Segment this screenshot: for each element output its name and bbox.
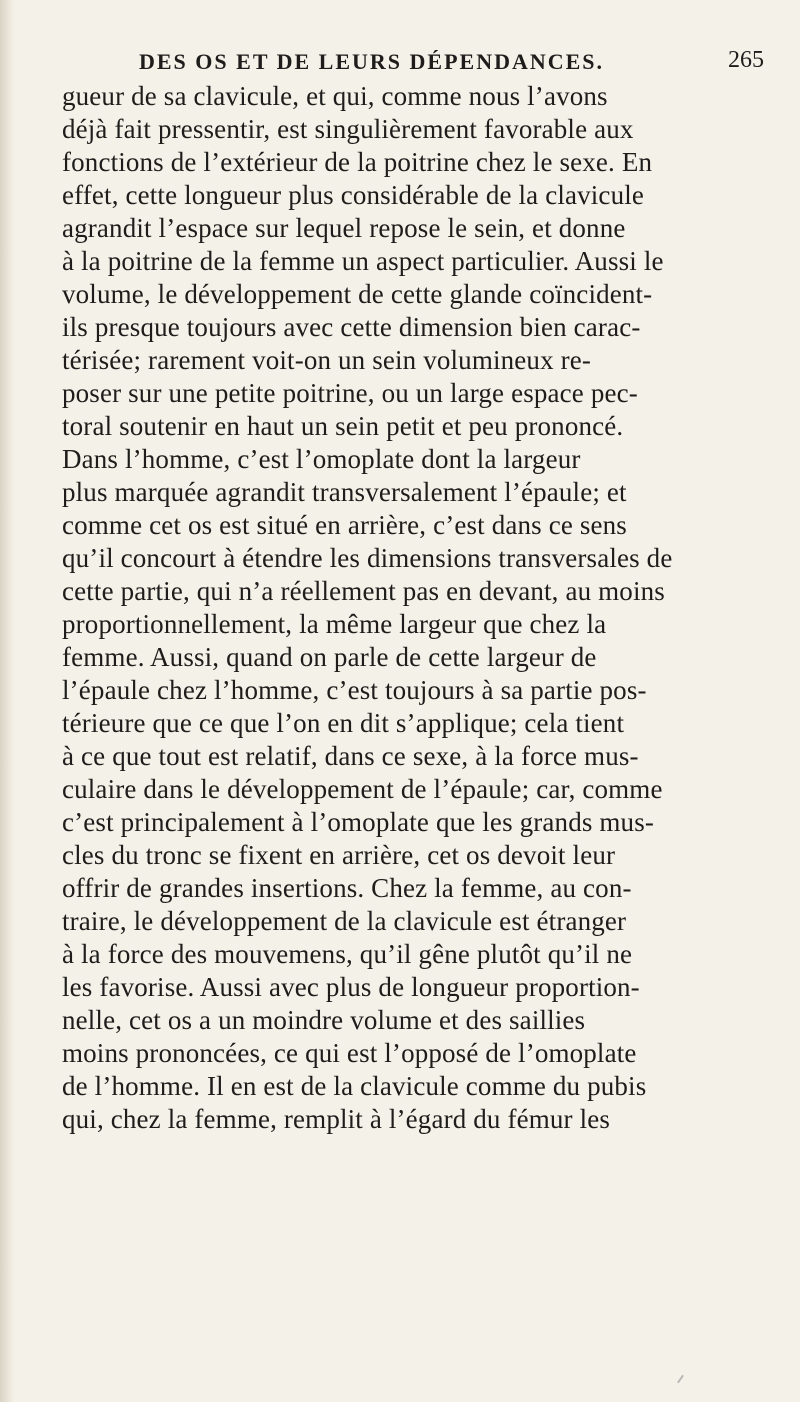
text-line: toral soutenir en haut un sein petit et peu prononcé. bbox=[62, 411, 624, 441]
running-head: DES OS ET DE LEURS DÉPENDANCES. bbox=[139, 49, 605, 74]
text-line: poser sur une petite poitrine, ou un large espace pec- bbox=[62, 378, 638, 408]
text-line: les favorise. Aussi avec plus de longueur proportion- bbox=[62, 972, 640, 1002]
text-line: l’épaule chez l’homme, c’est toujours à sa partie pos- bbox=[62, 675, 647, 705]
text-line: Dans l’homme, c’est l’omoplate dont la largeur bbox=[62, 444, 581, 474]
text-line: qui, chez la femme, remplit à l’égard du fémur les bbox=[62, 1104, 611, 1134]
text-line: de l’homme. Il en est de la clavicule comme du pubis bbox=[62, 1071, 647, 1101]
text-line: proportionnellement, la même largeur que chez la bbox=[62, 609, 607, 639]
text-line: déjà fait pressentir, est singulièrement favorable aux bbox=[62, 114, 634, 144]
text-line: agrandit l’espace sur lequel repose le sein, et donne bbox=[62, 213, 626, 243]
text-line: fonctions de l’extérieur de la poitrine chez le sexe. En bbox=[62, 147, 653, 177]
text-line: traire, le développement de la clavicule est étranger bbox=[62, 906, 627, 936]
text-line: cles du tronc se fixent en arrière, cet os devoit leur bbox=[62, 840, 616, 870]
text-line: térisée; rarement voit-on un sein volumineux re- bbox=[62, 345, 592, 375]
text-line: gueur de sa clavicule, et qui, comme nous l’avons bbox=[62, 81, 608, 111]
text-line: qu’il concourt à étendre les dimensions transversales de bbox=[62, 543, 673, 573]
text-line: à la force des mouvemens, qu’il gêne plutôt qu’il ne bbox=[62, 939, 633, 969]
text-line: ils presque toujours avec cette dimension bien carac- bbox=[62, 312, 641, 342]
text-line: c’est principalement à l’omoplate que les grands mus- bbox=[62, 807, 655, 837]
page-number: 265 bbox=[728, 47, 764, 73]
text-line: cette partie, qui n’a réellement pas en devant, au moins bbox=[62, 576, 665, 606]
page-binding-edge bbox=[0, 0, 14, 1402]
text-line: térieure que ce que l’on en dit s’applique; cela tient bbox=[62, 708, 625, 738]
ink-mark bbox=[677, 1375, 684, 1384]
text-line: femme. Aussi, quand on parle de cette largeur de bbox=[62, 642, 597, 672]
text-line: offrir de grandes insertions. Chez la femme, au con- bbox=[62, 873, 632, 903]
body-text bbox=[62, 80, 778, 1136]
text-line: plus marquée agrandit transversalement l’épaule; et bbox=[62, 477, 627, 507]
text-line: moins prononcées, ce qui est l’opposé de l’omoplate bbox=[62, 1038, 637, 1068]
text-line: à ce que tout est relatif, dans ce sexe, à la force mus- bbox=[62, 741, 639, 771]
text-line: nelle, cet os a un moindre volume et des saillies bbox=[62, 1005, 586, 1035]
text-line: à la poitrine de la femme un aspect particulier. Aussi le bbox=[62, 246, 664, 276]
text-line: culaire dans le développement de l’épaule; car, comme bbox=[62, 774, 663, 804]
text-line: comme cet os est situé en arrière, c’est dans ce sens bbox=[62, 510, 627, 540]
text-line: effet, cette longueur plus considérable de la clavicule bbox=[62, 180, 644, 210]
text-line: volume, le développement de cette glande coïncident- bbox=[62, 279, 653, 309]
